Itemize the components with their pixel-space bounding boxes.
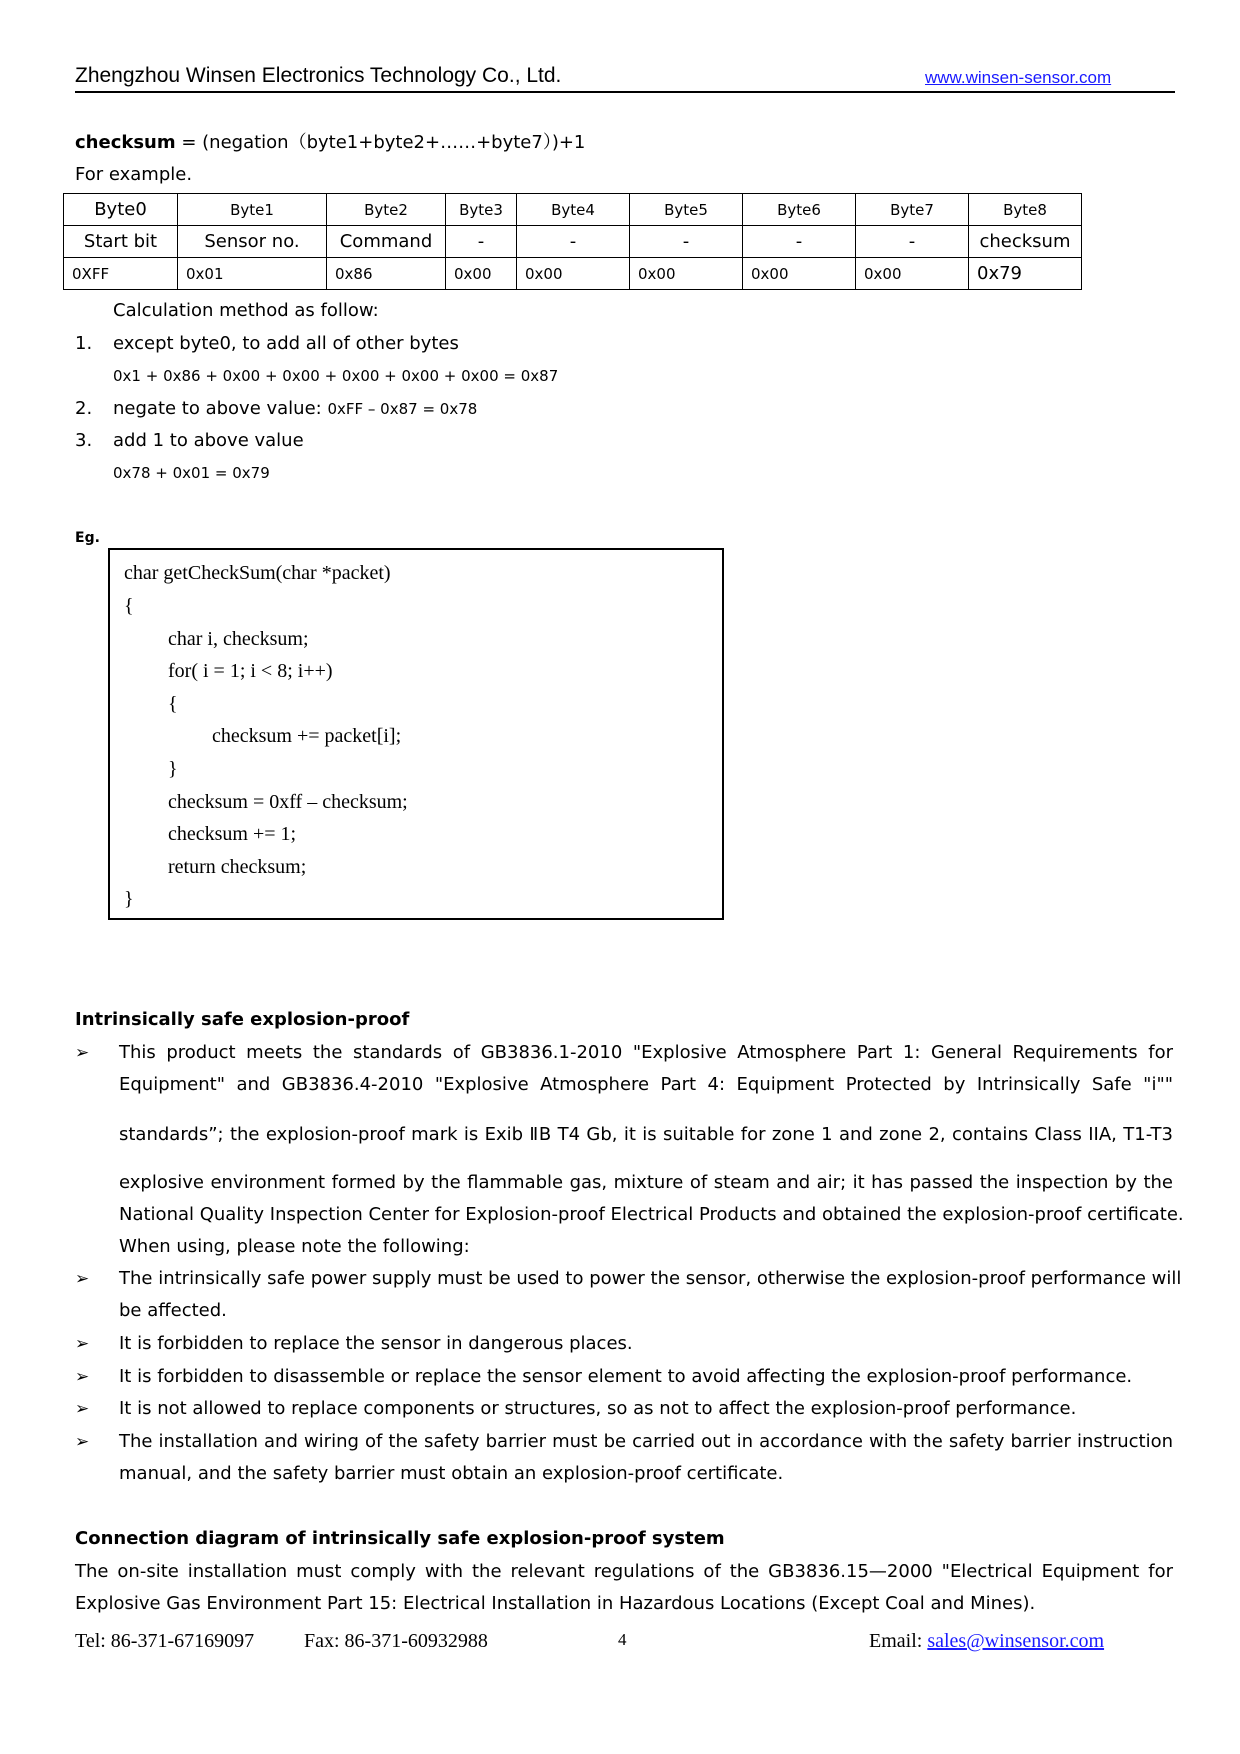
- website-link[interactable]: www.winsen-sensor.com: [925, 68, 1112, 87]
- step-number: 3.: [75, 430, 93, 451]
- bullet-icon: ➢: [75, 1269, 90, 1289]
- table-header-row: [64, 194, 1082, 226]
- table-row: [64, 258, 1082, 290]
- step-text: negate to above value: 0xFF – 0x87 = 0x78: [113, 398, 478, 419]
- paragraph-line: National Quality Inspection Center for Explosion-proof Electrical Products and obtained the explosion-proof certificate.: [119, 1204, 1184, 1225]
- code-line: for( i = 1; i < 8; i++): [168, 660, 333, 682]
- table-cell: 0x00: [856, 258, 969, 290]
- paragraph-line: The on-site installation must comply with the relevant regulations of the GB3836.15—2000 "Electrical Equipment for: [75, 1561, 1173, 1582]
- table-cell: Start bit: [64, 226, 178, 258]
- table-cell: Byte5: [630, 194, 743, 226]
- bullet-icon: ➢: [75, 1399, 90, 1419]
- calc-intro: Calculation method as follow:: [113, 300, 379, 321]
- table-cell: Byte1: [178, 194, 327, 226]
- paragraph-line: It is forbidden to disassemble or replace the sensor element to avoid affecting the explosion-proof performance.: [119, 1366, 1133, 1387]
- header-rule: [75, 91, 1175, 93]
- paragraph-line: It is not allowed to replace components or structures, so as not to affect the explosion-proof performance.: [119, 1398, 1077, 1419]
- byte-table: [63, 193, 1082, 290]
- code-line: checksum = 0xff – checksum;: [168, 791, 408, 813]
- code-line: }: [124, 888, 134, 910]
- table-cell: -: [630, 226, 743, 258]
- table-cell: checksum: [969, 226, 1082, 258]
- code-line: char getCheckSum(char *packet): [124, 562, 391, 584]
- example-label: For example.: [75, 164, 193, 185]
- table-cell: Byte6: [743, 194, 856, 226]
- table-cell: -: [517, 226, 630, 258]
- table-cell: Byte8: [969, 194, 1082, 226]
- code-line: checksum += packet[i];: [212, 725, 402, 747]
- section-title: Connection diagram of intrinsically safe explosion-proof system: [75, 1528, 725, 1549]
- footer-tel: Tel: 86-371-67169097: [75, 1630, 255, 1652]
- example-code-label: Eg.: [75, 530, 100, 546]
- table-cell: Byte0: [64, 194, 178, 226]
- bullet-icon: ➢: [75, 1334, 90, 1354]
- paragraph-line: be affected.: [119, 1300, 227, 1321]
- table-cell: Sensor no.: [178, 226, 327, 258]
- footer-email: Email: sales@winsensor.com: [869, 1630, 1105, 1652]
- table-cell: 0x86: [327, 258, 446, 290]
- bullet-icon: ➢: [75, 1367, 90, 1387]
- paragraph-line: The intrinsically safe power supply must be used to power the sensor, otherwise the explosion-proof performance will: [119, 1268, 1182, 1289]
- company-name: Zhengzhou Winsen Electronics Technology Co., Ltd.: [75, 64, 562, 87]
- step-equation: 0x1 + 0x86 + 0x00 + 0x00 + 0x00 + 0x00 + 0x00 = 0x87: [113, 367, 559, 385]
- code-box: [108, 548, 724, 920]
- table-cell: 0XFF: [64, 258, 178, 290]
- bullet-icon: ➢: [75, 1432, 90, 1452]
- code-line: return checksum;: [168, 856, 307, 878]
- paragraph-line: Explosive Gas Environment Part 15: Electrical Installation in Hazardous Locations (Except Coal and Mines).: [75, 1593, 1036, 1614]
- code-line: {: [168, 693, 178, 715]
- table-cell: 0x00: [630, 258, 743, 290]
- section-title: Intrinsically safe explosion-proof: [75, 1009, 410, 1030]
- paragraph-line: manual, and the safety barrier must obtain an explosion-proof certificate.: [119, 1463, 784, 1484]
- paragraph-line: Equipment" and GB3836.4-2010 "Explosive Atmosphere Part 4: Equipment Protected by Intrinsically Safe "i"": [119, 1074, 1173, 1095]
- paragraph-line: This product meets the standards of GB3836.1-2010 "Explosive Atmosphere Part 1: General Requirements for: [119, 1042, 1173, 1063]
- paragraph-line: explosive environment formed by the flammable gas, mixture of steam and air; it has passed the inspection by the: [119, 1172, 1173, 1193]
- table-cell: 0x01: [178, 258, 327, 290]
- table-cell: Byte4: [517, 194, 630, 226]
- step-text: add 1 to above value: [113, 430, 304, 451]
- step-number: 1.: [75, 333, 93, 354]
- table-cell: 0x79: [969, 258, 1082, 290]
- code-line: }: [168, 758, 178, 780]
- table-cell: -: [446, 226, 517, 258]
- paragraph-line: When using, please note the following:: [119, 1236, 470, 1257]
- table-cell: Byte3: [446, 194, 517, 226]
- page-number: 4: [618, 1630, 627, 1649]
- step-number: 2.: [75, 398, 93, 419]
- table-row: [64, 226, 1082, 258]
- bullet-icon: ➢: [75, 1043, 90, 1063]
- table-cell: Command: [327, 226, 446, 258]
- code-line: char i, checksum;: [168, 628, 309, 650]
- table-cell: 0x00: [446, 258, 517, 290]
- paragraph-line: It is forbidden to replace the sensor in dangerous places.: [119, 1333, 633, 1354]
- table-cell: 0x00: [743, 258, 856, 290]
- step-equation: 0x78 + 0x01 = 0x79: [113, 464, 270, 482]
- email-link[interactable]: sales@winsensor.com: [927, 1630, 1105, 1652]
- code-line: {: [124, 595, 134, 617]
- table-cell: -: [743, 226, 856, 258]
- paragraph-line: The installation and wiring of the safety barrier must be carried out in accordance with the safety barrier instruction: [119, 1431, 1173, 1452]
- table-cell: -: [856, 226, 969, 258]
- table-cell: Byte7: [856, 194, 969, 226]
- code-line: checksum += 1;: [168, 823, 297, 845]
- paragraph-line: standards”; the explosion-proof mark is Exib ⅡB T4 Gb, it is suitable for zone 1 and zone 2, contains Class IIA, T1-T3: [119, 1124, 1173, 1145]
- footer-fax: Fax: 86-371-60932988: [304, 1630, 488, 1652]
- table-cell: 0x00: [517, 258, 630, 290]
- table-cell: Byte2: [327, 194, 446, 226]
- checksum-formula: checksum = (negation（byte1+byte2+……+byte7）)+1: [75, 132, 586, 153]
- step-text: except byte0, to add all of other bytes: [113, 333, 459, 354]
